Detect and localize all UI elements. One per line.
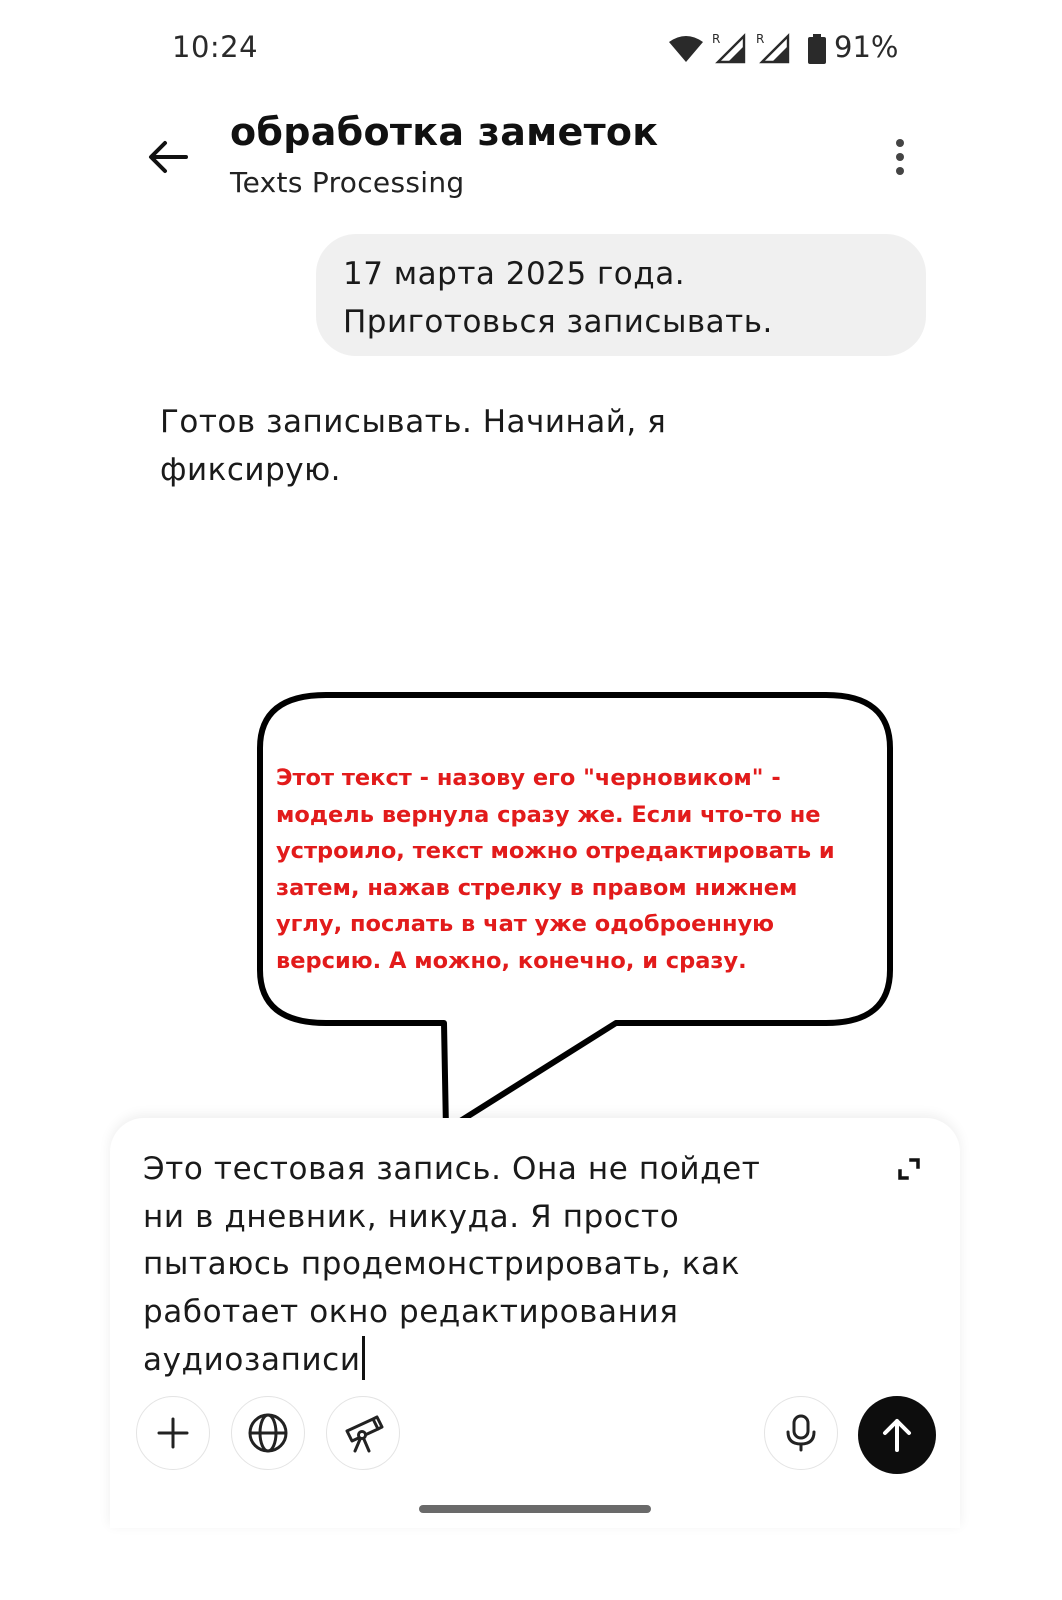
message-line: 17 марта 2025 года. xyxy=(343,256,686,292)
arrow-up-icon xyxy=(877,1415,917,1455)
message-line: фиксирую. xyxy=(160,452,342,488)
more-options-button[interactable] xyxy=(880,130,920,186)
arrow-left-icon xyxy=(140,130,196,186)
message-input[interactable] xyxy=(143,1146,883,1385)
plus-icon xyxy=(155,1415,191,1451)
chat-title: обработка заметок xyxy=(230,110,659,154)
annotation-line: модель вернула сразу же. Если что-то не xyxy=(276,801,821,828)
text-cursor xyxy=(362,1336,365,1380)
signal-roaming-icon xyxy=(756,32,790,64)
draft-line: ни в дневник, никуда. Я просто xyxy=(143,1198,680,1235)
add-attachment-button[interactable] xyxy=(136,1396,210,1470)
back-button[interactable] xyxy=(140,130,196,186)
expand-icon xyxy=(892,1152,926,1186)
annotation-line: углу, послать в чат уже одоброенную xyxy=(276,911,775,937)
assistant-message xyxy=(160,398,800,494)
message-line: Приготовься записывать. xyxy=(343,304,773,340)
status-icons xyxy=(668,30,908,70)
microphone-icon xyxy=(781,1413,821,1453)
annotation-text xyxy=(276,760,876,979)
send-button[interactable] xyxy=(858,1396,936,1474)
battery-percentage: 91% xyxy=(834,30,899,64)
annotation-line: устроило, текст можно отредактировать и xyxy=(276,838,835,864)
telescope-icon xyxy=(341,1411,385,1455)
draft-last-line xyxy=(143,1336,883,1385)
user-message-bubble xyxy=(316,234,926,356)
globe-icon xyxy=(246,1411,290,1455)
signal-roaming-icon xyxy=(712,32,746,64)
battery-icon xyxy=(806,34,828,64)
annotation-line: затем, нажав стрелку в правом нижнем xyxy=(276,874,798,901)
home-indicator[interactable] xyxy=(419,1505,651,1513)
web-search-button[interactable] xyxy=(231,1396,305,1470)
draft-line: Это тестовая запись. Она не пойдет xyxy=(143,1151,761,1187)
draft-line: работает окно редактирования xyxy=(143,1293,679,1330)
expand-input-button[interactable] xyxy=(892,1152,926,1186)
draft-line: аудиозаписи xyxy=(143,1342,361,1378)
svg-text:R: R xyxy=(712,32,721,46)
annotation-line: Этот текст - назову его "черновиком" - xyxy=(276,765,781,791)
svg-text:R: R xyxy=(756,32,765,46)
chat-subtitle: Texts Processing xyxy=(230,166,465,199)
message-line: Готов записывать. Начинай, я xyxy=(160,404,667,440)
deep-research-button[interactable] xyxy=(326,1396,400,1470)
draft-line: пытаюсь продемонстрировать, как xyxy=(143,1246,741,1282)
status-time: 10:24 xyxy=(172,30,259,64)
more-vertical-icon xyxy=(880,130,920,186)
wifi-icon xyxy=(668,34,704,64)
annotation-line: версию. А можно, конечно, и сразу. xyxy=(276,947,747,974)
dictation-button[interactable] xyxy=(764,1396,838,1470)
